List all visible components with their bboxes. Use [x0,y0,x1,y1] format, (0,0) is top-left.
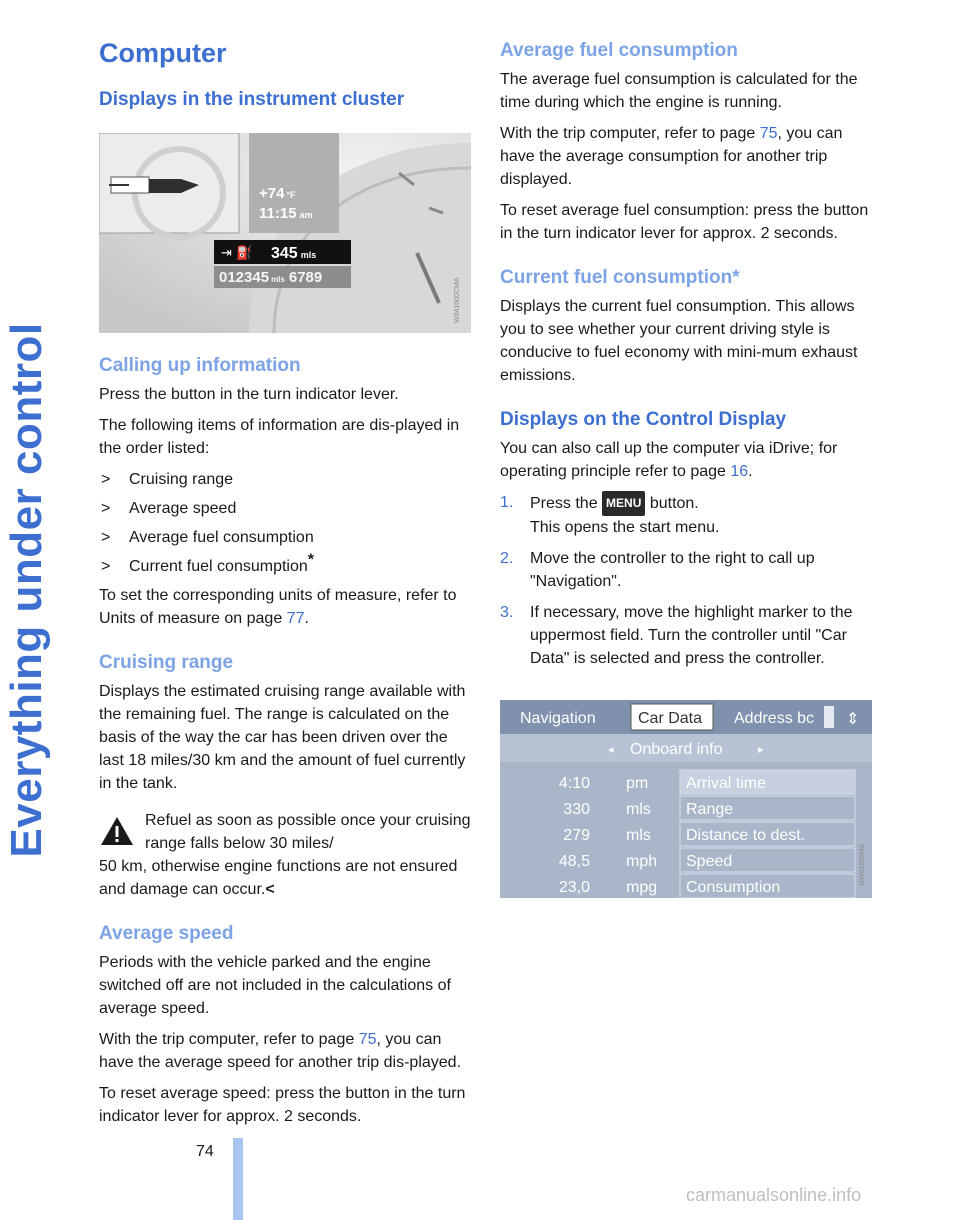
scroll-arrow-icon [824,706,834,728]
arrow-right-icon: ▸ [758,743,764,756]
page-title: Computer [99,38,227,68]
step-text: Move the controller to the right to call up "Navigation". [530,550,815,590]
step-2 [500,547,872,593]
row-label: Arrival time [686,775,767,792]
menu-key-icon: MENU [602,491,645,516]
list-item [99,468,471,491]
calling-p3 [99,584,471,630]
step-text-end: button. [645,495,699,512]
heading-cruising-range: Cruising range [99,652,234,673]
tab-car-data[interactable]: Car Data [638,710,703,727]
row-value: 23,0 [558,879,590,896]
list-item-text: Average speed [129,500,237,517]
page-link-16[interactable]: 16 [730,463,749,480]
list-item-text: Current fuel consumption [129,558,308,575]
clock-readout: 11:15 am [259,205,313,222]
step-text: Press the [530,495,603,512]
page-link-75[interactable]: 75 [358,1031,377,1048]
avgfuel-p2-text: With the trip computer, refer to page [500,125,760,142]
figure-code: W041600CMA [454,277,461,323]
list-item [99,551,471,578]
bullet-marker: > [101,529,111,546]
instrument-cluster-illustration [99,133,471,333]
temp-readout: +74 °F [259,185,296,202]
compass-icon: ⇕ [846,709,860,728]
avgspeed-p1: Periods with the vehicle parked and the engine switched off are not included in the calculations of average speed. [99,954,451,1017]
heading-calling-up: Calling up information [99,355,301,376]
warning-triangle-icon [99,815,135,847]
control-p1 [500,437,872,483]
warning-cont-text: 50 km, otherwise engine functions are not ensured and damage can occur. [99,858,458,898]
page-number: 74 [196,1143,214,1160]
row-unit: mls [626,827,651,844]
row-unit: mls [626,801,651,818]
step-3 [500,601,872,670]
section-heading-instrument: Displays in the instrument cluster [99,89,405,110]
control-p1-end: . [748,463,753,480]
row-label: Speed [686,853,733,870]
calling-p3-end: . [304,610,309,627]
tab-address-book[interactable]: Address bc [734,710,815,727]
range-readout: 345 mls [271,245,317,262]
control-display-screen [500,700,872,898]
current-p1: Displays the current fuel consumption. This allows you to see whether your current driving style is conducive to fuel economy with mini-mum exhaust emissions. [500,298,858,384]
avgfuel-p1: The average fuel consumption is calculated for the time during which the engine is running. [500,71,858,111]
row-unit: mpg [626,879,658,896]
info-items-list [99,468,471,578]
row-value: 330 [563,801,590,818]
tab-navigation[interactable]: Navigation [520,710,596,727]
avgspeed-p2-text: With the trip computer, refer to page [99,1031,359,1048]
row-label: Consumption [686,879,781,896]
calling-p3-text: To set the corresponding units of measure, refer to Units of measure on page [99,587,457,627]
list-item [99,497,471,520]
row-label: Distance to dest. [686,827,806,844]
control-p1-text: You can also call up the computer via iDrive; for operating principle refer to page [500,440,838,480]
list-item-text: Average fuel consumption [129,529,314,546]
step-number: 3. [500,604,514,621]
page-link-75[interactable]: 75 [759,125,778,142]
row-label: Range [686,801,734,818]
chapter-title-text: Everything under control [2,322,51,858]
avgspeed-p2 [99,1028,471,1074]
calling-p1: Press the button in the turn indicator lever. [99,386,399,403]
bullet-marker: > [101,471,111,488]
control-display-figure [500,700,872,898]
heading-control-display: Displays on the Control Display [500,409,787,430]
warning-text-first: Refuel as soon as possible once your cruising range falls below 30 miles/ [145,812,471,852]
watermark: carmanualsonline.info [686,1185,862,1205]
step-number: 1. [500,494,514,511]
optional-star: * [307,551,314,569]
figure-code: MW01808MA [859,843,866,886]
row-unit: pm [626,775,649,792]
fuel-pump-icon: ⇥ ⛽ [221,246,253,261]
step-text: If necessary, move the highlight marker to the uppermost field. Turn the controller until "Car Data" is selected and press the controller. [530,604,853,667]
avgfuel-p3: To reset average fuel consumption: press the button in the turn indicator lever for approx. 2 seconds. [500,202,869,242]
warning-block [99,809,471,901]
calling-p2: The following items of information are dis-played in the order listed: [99,417,460,457]
instrument-cluster-figure [99,133,471,333]
page-link-77[interactable]: 77 [286,610,305,627]
end-mark: < [265,881,275,898]
avgfuel-p2-end: , you can have the average consumption for another trip displayed. [500,125,843,188]
step-text-line2: This opens the start menu. [530,519,720,536]
current-fuel-title: Current fuel consumption [500,267,733,288]
right-column [500,0,872,898]
list-item-text: Cruising range [129,471,234,488]
row-value: 279 [563,827,590,844]
arrow-left-icon: ◂ [608,743,614,756]
row-value: 48,5 [558,853,590,870]
avgspeed-p3: To reset average speed: press the button in the turn indicator lever for approx. 2 seconds. [99,1085,466,1125]
heading-average-speed: Average speed [99,923,234,944]
step-number: 2. [500,550,514,567]
step-1 [500,491,872,539]
heading-average-fuel: Average fuel consumption [500,40,738,61]
heading-current-fuel [500,267,872,289]
warning-text-cont [99,855,471,901]
row-value: 4:10 [558,775,590,792]
odometer-readout: 012345 mls 6789 [219,269,323,286]
optional-star: * [732,267,740,288]
left-column [99,0,471,1136]
side-chapter-title [0,0,60,1180]
row-unit: mph [626,853,658,870]
steps-list [500,491,872,670]
avgspeed-p2-end: , you can have the average speed for another trip dis-played. [99,1031,462,1071]
list-item [99,526,471,549]
avgfuel-p2 [500,122,872,191]
onboard-info-heading: Onboard info [630,741,723,758]
cruising-p1: Displays the estimated cruising range available with the remaining fuel. The range is calculated on the basis of the way the car has been driven over the last 18 miles/30 km and the amount of fuel currently in the tank. [99,683,466,792]
bullet-marker: > [101,558,111,575]
bullet-marker: > [101,500,111,517]
footer-bar [233,1138,243,1220]
